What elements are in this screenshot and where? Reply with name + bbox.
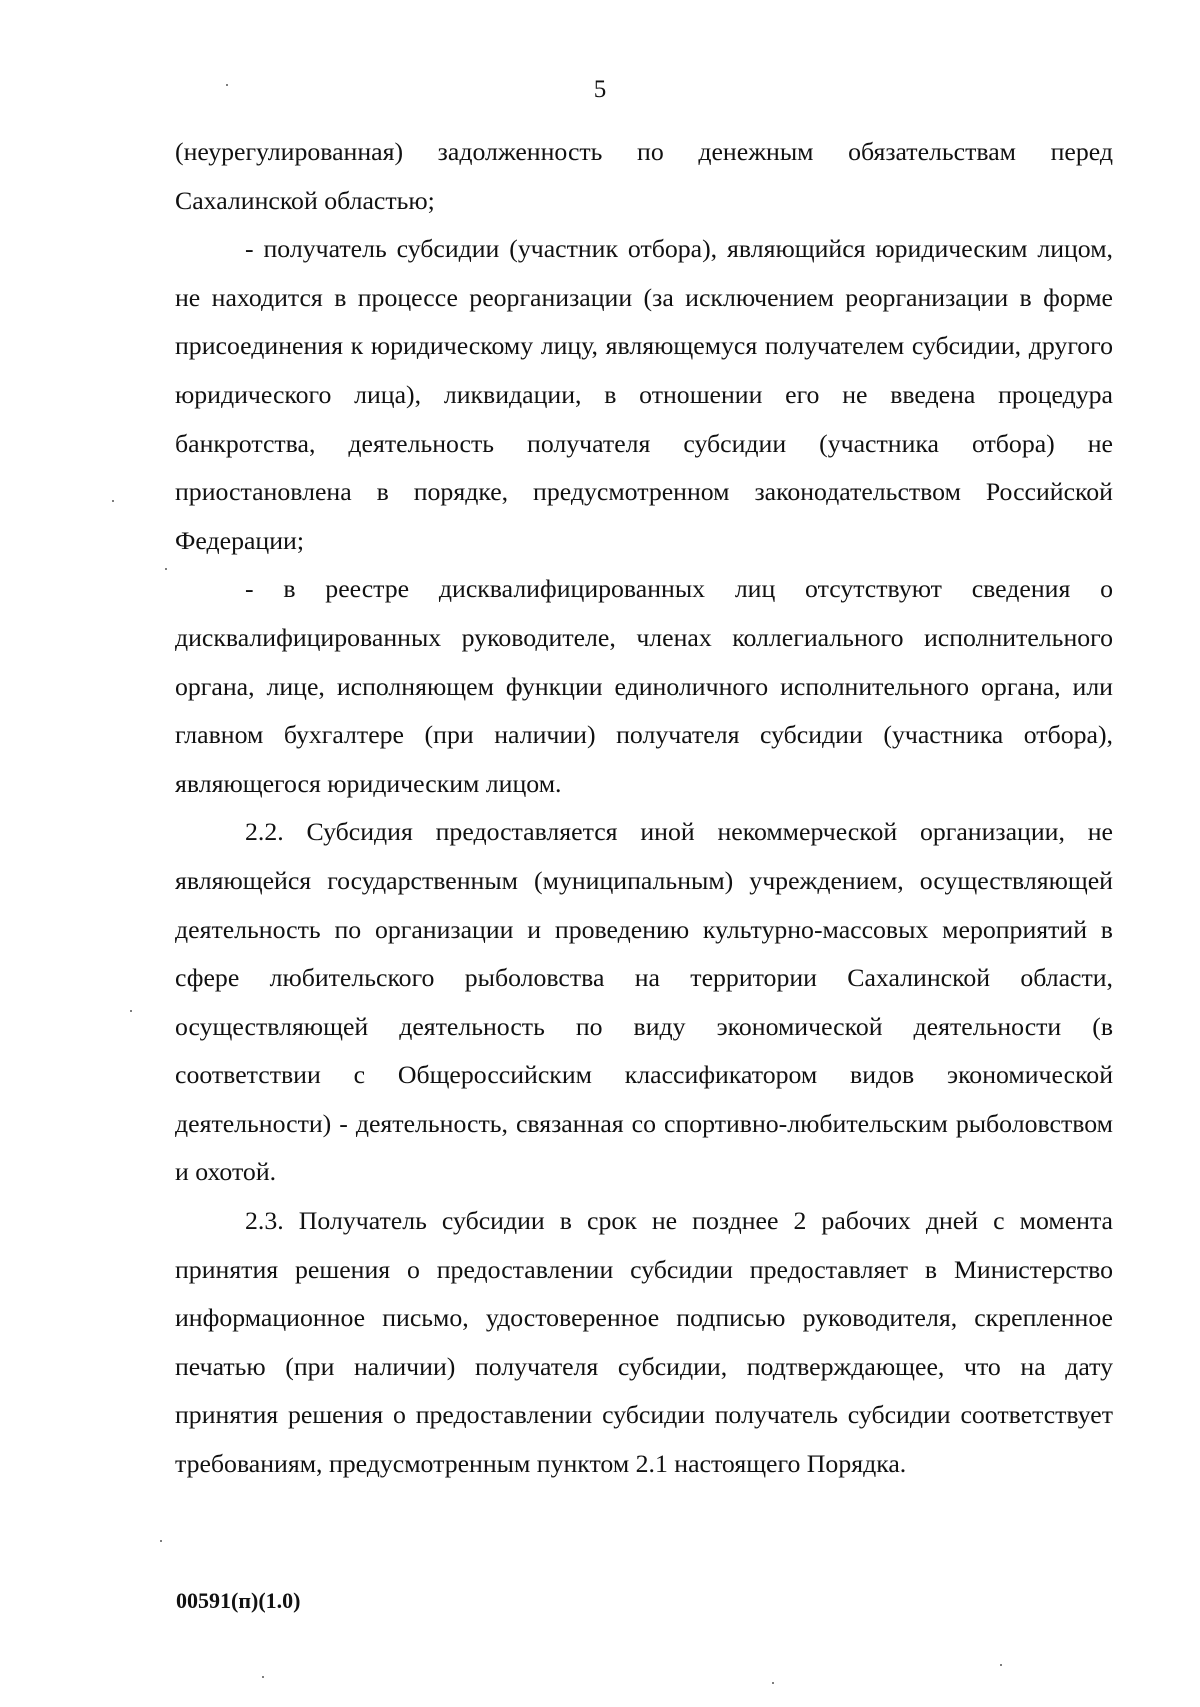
paragraph-debt-continuation: (неурегулированная) задолженность по денежным обязательствам перед Сахалинской областью; <box>175 137 1113 215</box>
document-code: 00591(п)(1.0) <box>176 1588 301 1613</box>
page-number: 5 <box>593 76 607 103</box>
scan-speck <box>112 500 114 502</box>
scan-speck <box>262 1676 264 1678</box>
scan-speck <box>160 1540 162 1542</box>
paragraph-disqualified-registry: - в реестре дисквалифицированных лиц отсутствуют сведения о дисквалифицированных руководителе, членах коллегиального исполнительного органа, лице, исполняющем функции единоличного исполнительного органа, или главном бухгалтере (при наличии) получателя субсидии (участника отбора), являющегося юридическим лицом. <box>175 574 1113 798</box>
scan-speck <box>130 1010 132 1012</box>
scan-speck <box>1000 1664 1002 1666</box>
scan-speck <box>226 84 228 86</box>
document-body <box>175 128 1113 1489</box>
scan-speck <box>165 568 167 570</box>
paragraph-section-2-2: 2.2. Субсидия предоставляется иной некоммерческой организации, не являющейся государственным (муниципальным) учреждением, осуществляющей деятельность по организации и проведению культурно-массовых мероприятий в сфере любительского рыболовства на территории Сахалинской области, осуществляющей деятельность по виду экономической деятельности (в соответствии с Общероссийским классификатором видов экономической деятельности) - деятельность, связанная со спортивно-любительским рыболовством и охотой. <box>175 817 1113 1187</box>
paragraph-section-2-3: 2.3. Получатель субсидии в срок не позднее 2 рабочих дней с момента принятия решения о предоставлении субсидии предоставляет в Министерство информационное письмо, удостоверенное подписью руководителя, скрепленное печатью (при наличии) получателя субсидии, подтверждающее, что на дату принятия решения о предоставлении субсидии получатель субсидии соответствует требованиям, предусмотренным пунктом 2.1 настоящего Порядка. <box>175 1206 1113 1479</box>
paragraph-reorganization: - получатель субсидии (участник отбора), являющийся юридическим лицом, не находится в процессе реорганизации (за исключением реорганизации в форме присоединения к юридическому лицу, являющемуся получателем субсидии, другого юридического лица), ликвидации, в отношении его не введена процедура банкротства, деятельность получателя субсидии (участника отбора) не приостановлена в порядке, предусмотренном законодательством Российской Федерации; <box>175 234 1113 555</box>
scan-speck <box>772 1682 774 1684</box>
